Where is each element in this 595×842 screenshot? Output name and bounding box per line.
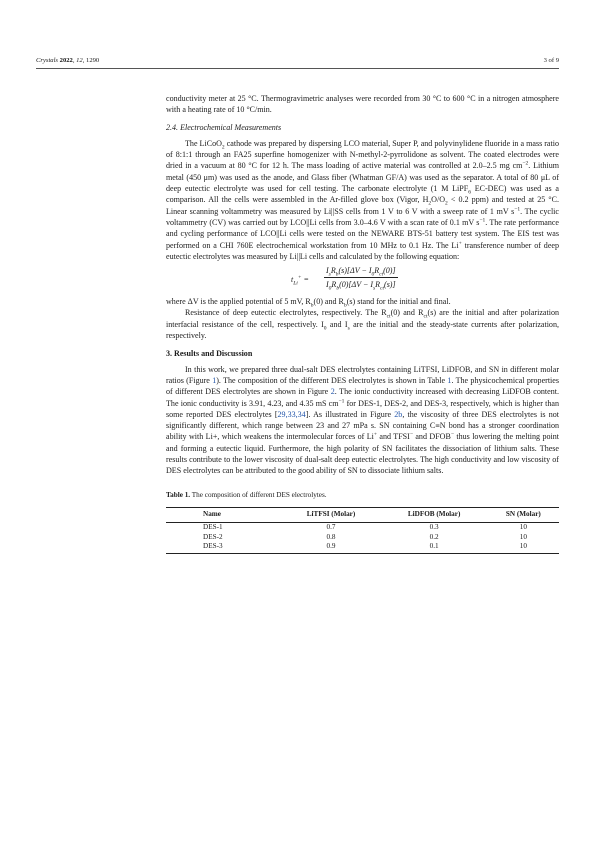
column-header-lidfob: LiDFOB (Molar) xyxy=(381,507,488,522)
table-cell: 10 xyxy=(488,542,559,553)
section-heading-2-4: 2.4. Electrochemical Measurements xyxy=(166,122,282,132)
table-cell: 0.9 xyxy=(281,542,380,553)
table-cell: 0.2 xyxy=(429,532,439,541)
section-heading-3: 3. Results and Discussion xyxy=(166,349,253,359)
composition-table xyxy=(166,507,559,554)
column-header-sn: SN (Molar) xyxy=(488,507,559,522)
table-cell: 0.3 xyxy=(429,523,439,532)
table-row xyxy=(166,542,559,553)
table-cell: DES-2 xyxy=(203,532,223,541)
column-header-name: Name xyxy=(166,507,281,522)
table-cell: 0.1 xyxy=(381,542,488,553)
table-cell: 10 xyxy=(519,523,527,532)
table-cell: 0.8 xyxy=(326,532,336,541)
table-cell: DES-3 xyxy=(166,542,281,553)
figure-link-2b[interactable]: 2b xyxy=(394,409,403,419)
paragraph-resistance: Resistance of deep eutectic electrolytes, respectively. The $R_{ct}(0)$ and $R_{ct}(s)$ are the initial and after polarization interfacial resistance of the cell, respectively. $I_0$ and $I_s$ are the initial and the steady-state currents after polarization, respectively. xyxy=(166,308,559,341)
header-rule xyxy=(36,68,559,69)
paragraph-where: where ΔV is the applied potential of 5 mV, $R_b(0)$ and $R_b(s)$ stand for the initial and final. xyxy=(166,297,451,309)
figure-link-2[interactable]: 2 xyxy=(330,387,335,397)
transference-equation: $t_{Li}^+$ = $I_sR_b(s)[\Delta V - I_0R_{ct}(0)]$ $I_0R_b(0)[\Delta V - I_sR_{ct}(s)]$ xyxy=(291,266,396,292)
table-caption: Table 1. The composition of different DES electrolytes. xyxy=(166,490,327,499)
table-link-1[interactable]: 1 xyxy=(447,375,452,385)
table-header-row xyxy=(166,507,559,522)
table-cell: DES-1 xyxy=(203,523,223,532)
page-body xyxy=(166,93,559,554)
table-cell: 0.7 xyxy=(326,523,336,532)
reference-links[interactable]: 29,33,34 xyxy=(277,409,306,419)
paragraph-continued: conductivity meter at 25 °C. Thermogravimetric analyses were recorded from 30 °C to 600 °C in a nitrogen atmosphere with a heating rate of 10 °C/min. xyxy=(166,94,559,115)
figure-link-1[interactable]: 1 xyxy=(212,375,217,385)
paragraph-electrochemical: The LiCoO$_2$ cathode was prepared by dispersing LCO material, Super P, and polyvinylidene fluoride in a mass ratio of 8:1:1 through an FA25 superfine homogenizer with N-methyl-2-pyrrolidone as solvent. The coated electrodes were dried in a vacuum at 80 °C for 12 h. The mass loading of active material was controlled at 2.0–2.5 mg $cm^{-2}$. Lithium metal (450 μm) was used as the anode, and Glass fiber (Whatman GF/A) was used as the separator. A total of 80 μL of deep eutectic electrolyte was used for cell testing. The carbonate electrolyte (1 M LiPF$_6$ EC-DEC) was used as a comparison. All the cells were assembled in the Ar-filled glove box (Vigor, $H_2O/O_2 < 0.2$ ppm) and tested at 25 °C. Linear scanning voltammetry was measured by Li||SS cells from 1 V to 6 V with a sweep rate of 1 mV $s^{-1}$. The cyclic voltammetry (CV) was carried out by LCO||Li cells from 3.0–4.6 V with a scan rate of 0.1 mV $s^{-1}$. The rate performance and cycling performance of LCO||Li cells were tested on the NEWARE BTS-51 battery test system. The EIS test was performed on a CHI 760E electrochemical workstation from 10 MHz to 0.1 Hz. The Li+ transference number of deep eutectic electrolytes was measured by Li||Li cells and calculated by the following equation: xyxy=(166,138,559,261)
column-header-litfsi: LiTFSI (Molar) xyxy=(281,507,380,522)
running-header-page: 3 of 9 xyxy=(543,57,559,64)
table-cell: 10 xyxy=(519,532,527,541)
table-row xyxy=(166,533,559,543)
running-header-journal: Crystals 2022, 12, 1290 xyxy=(36,57,100,64)
paragraph-results: In this work, we prepared three dual-salt DES electrolytes containing LiTFSI, LiDFOB, and SN in different molar ratios (Figure 1). The composition of the different DES electrolytes is shown in Table 1. The physicochemical properties of different DES electrolytes are shown in Figure 2. The ionic conductivity increased with decreasing LiDFOB content. The ionic conductivity is 3.91, 4.23, and 4.35 mS $cm^{-1}$ for DES-1, DES-2, and DES-3, respectively, which is higher than some reported DES electrolytes [29,33,34]. As illustrated in Figure 2b, the viscosity of three DES electrolytes is not significantly different, which range between 23 and 27 mPa s. SN containing C≡N bond has a stronger coordination ability with Li+, which weakens the intermolecular forces of Li+ and TFSI− and DFOB− thus lowering the melting point and forming a eutectic liquid. Furthermore, the high polarity of SN facilitates the dissociation of lithium salts. These results contribute to the lower viscosity of dual-salt deep eutectic electrolytes. The high conductivity and low viscosity of DES electrolytes can be attributed to the good ability of SN to dissociate lithium salts. xyxy=(166,364,559,476)
table-row xyxy=(166,523,559,533)
